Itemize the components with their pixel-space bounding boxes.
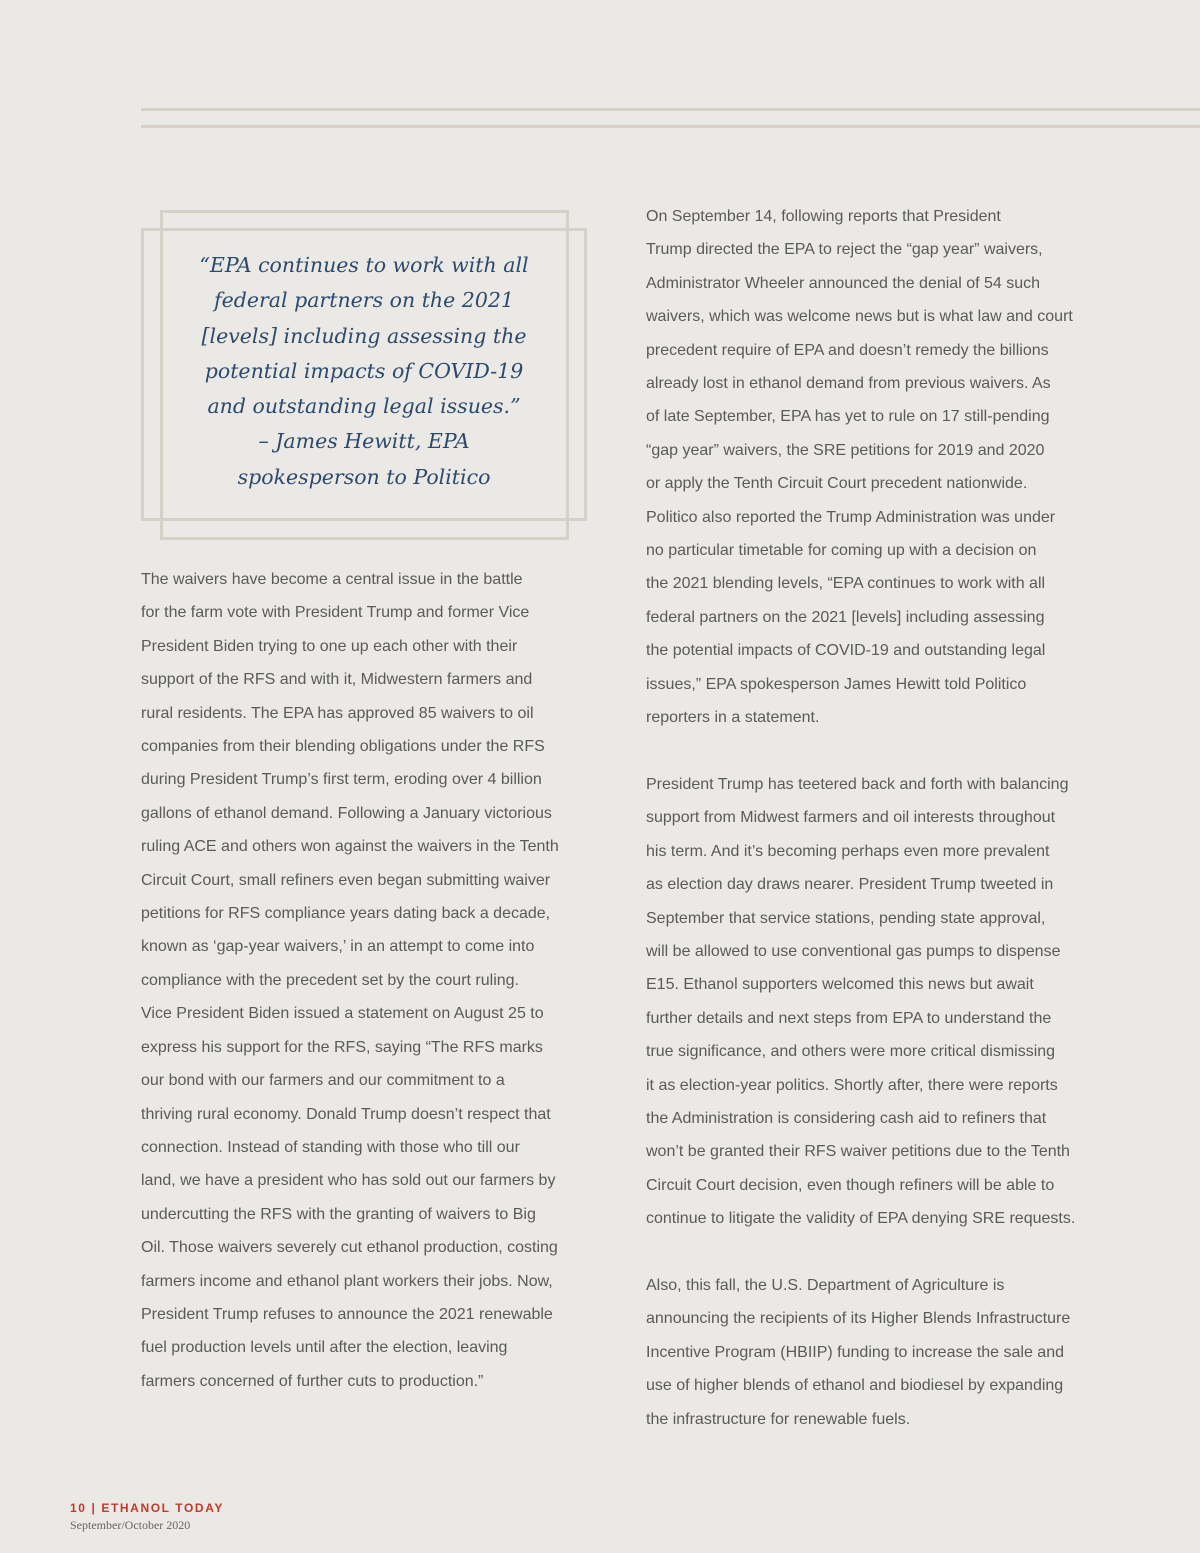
body-text-line: petitions for RFS compliance years dating back a decade, [141,905,551,923]
left-column [141,563,591,1398]
pull-quote [170,248,558,495]
body-text-line: rural residents. The EPA has approved 85 waivers to oil [141,704,534,722]
body-text-line: will be allowed to use conventional gas pumps to dispense [646,942,1061,960]
right-column [646,200,1106,1436]
body-text-line: Incentive Program (HBIIP) funding to increase the sale and [646,1343,1064,1361]
body-text-line: undercutting the RFS with the granting of waivers to Big [141,1205,536,1223]
body-paragraph [646,1269,1106,1436]
footer-issue-date: September/October 2020 [70,1518,191,1532]
pull-quote-line: federal partners on the 2021 [214,288,514,313]
body-text-line: Circuit Court, small refiners even began submitting waiver [141,871,551,889]
body-text-line: announcing the recipients of its Higher Blends Infrastructure [646,1310,1071,1328]
body-text-line: Oil. Those waivers severely cut ethanol production, costing [141,1239,558,1257]
body-text-line: farmers concerned of further cuts to production.” [141,1372,484,1390]
body-text-line: no particular timetable for coming up with a decision on [646,542,1037,560]
body-paragraph [141,563,591,1398]
body-text-line: issues,” EPA spokesperson James Hewitt told Politico [646,675,1027,693]
body-text-line: E15. Ethanol supporters welcomed this news but await [646,976,1034,994]
body-text-line: true significance, and others were more critical dismissing [646,1043,1056,1061]
body-text-line: for the farm vote with President Trump and former Vice [141,604,530,622]
body-text-line: Politico also reported the Trump Administration was under [646,508,1056,526]
body-text-line: Circuit Court decision, even though refiners will be able to [646,1176,1055,1194]
body-text-line: as election day draws nearer. President Trump tweeted in [646,876,1054,894]
body-text-line: the 2021 blending levels, “EPA continues to work with all [646,575,1046,593]
body-text-line: September that service stations, pending state approval, [646,909,1046,927]
body-text-line: support from Midwest farmers and oil interests throughout [646,809,1056,827]
body-text-line: “gap year” waivers, the SRE petitions for 2019 and 2020 [646,441,1045,459]
body-text-line: use of higher blends of ethanol and biodiesel by expanding [646,1377,1064,1395]
pull-quote-line: and outstanding legal issues.” [207,394,521,419]
body-text-line: express his support for the RFS, saying “The RFS marks [141,1038,543,1056]
body-text-line: thriving rural economy. Donald Trump doesn’t respect that [141,1105,551,1123]
body-text-line: won’t be granted their RFS waiver petitions due to the Tenth [646,1143,1070,1161]
body-text-line: Administrator Wheeler announced the denial of 54 such [646,274,1041,292]
pull-quote-line: “EPA continues to work with all [199,253,529,277]
body-text-line: support of the RFS and with it, Midwestern farmers and [141,671,533,689]
body-text-line: Trump directed the EPA to reject the “gap year” waivers, [646,241,1043,259]
body-text-line: his term. And it’s becoming perhaps even more prevalent [646,842,1050,860]
body-text-line: Vice President Biden issued a statement on August 25 to [141,1005,544,1023]
body-text-line: during President Trump’s first term, eroding over 4 billion [141,771,542,789]
body-text-line: President Biden trying to one up each other with their [141,637,518,655]
pull-quote-attribution: – James Hewitt, EPA [258,429,470,454]
body-text-line: President Trump has teetered back and forth with balancing [646,775,1069,793]
body-text-line: compliance with the precedent set by the court ruling. [141,971,519,989]
body-text-line: Also, this fall, the U.S. Department of Agriculture is [646,1276,1005,1294]
body-text-line: known as ‘gap-year waivers,’ in an attempt to come into [141,938,535,956]
body-text-line: the potential impacts of COVID-19 and outstanding legal [646,642,1046,660]
body-text-line: further details and next steps from EPA to understand the [646,1009,1052,1027]
body-text-line: the Administration is considering cash aid to refiners that [646,1109,1047,1127]
body-text-line: it as election-year politics. Shortly after, there were reports [646,1076,1058,1094]
pull-quote-attribution: spokesperson to Politico [237,464,491,489]
body-text-line: connection. Instead of standing with those who till our [141,1138,520,1156]
body-text-line: waivers, which was welcome news but is what law and court [646,308,1073,326]
body-paragraph [646,200,1106,735]
body-text-line: companies from their blending obligations under the RFS [141,738,545,756]
body-text-line: land, we have a president who has sold out our farmers by [141,1172,556,1190]
footer-page-title: 10 | ETHANOL TODAY [70,1501,224,1515]
body-text-line: federal partners on the 2021 [levels] including assessing [646,608,1045,626]
body-text-line: gallons of ethanol demand. Following a January victorious [141,804,552,822]
body-text-line: fuel production levels until after the election, leaving [141,1339,508,1357]
body-text-line: farmers income and ethanol plant workers their jobs. Now, [141,1272,553,1290]
header-rule-top [141,108,1200,111]
body-text-line: ruling ACE and others won against the waivers in the Tenth [141,838,559,856]
body-text-line: President Trump refuses to announce the 2021 renewable [141,1305,553,1323]
header-rule-bottom [141,125,1200,128]
body-text-line: On September 14, following reports that President [646,208,1001,225]
body-text-line: continue to litigate the validity of EPA denying SRE requests. [646,1210,1076,1228]
body-text-line: precedent require of EPA and doesn’t remedy the billions [646,341,1049,359]
body-text-line: already lost in ethanol demand from previous waivers. As [646,375,1051,393]
body-text-line: of late September, EPA has yet to rule on 17 still-pending [646,408,1050,426]
pull-quote-line: [levels] including assessing the [201,323,527,348]
body-text-line: reporters in a statement. [646,709,820,727]
body-text-line: our bond with our farmers and our commitment to a [141,1072,505,1090]
body-text-line: or apply the Tenth Circuit Court precedent nationwide. [646,475,1028,493]
body-text-line: The waivers have become a central issue in the battle [141,571,523,588]
pull-quote-line: potential impacts of COVID-19 [204,358,524,383]
body-text-line: the infrastructure for renewable fuels. [646,1410,911,1428]
body-paragraph [646,768,1106,1236]
